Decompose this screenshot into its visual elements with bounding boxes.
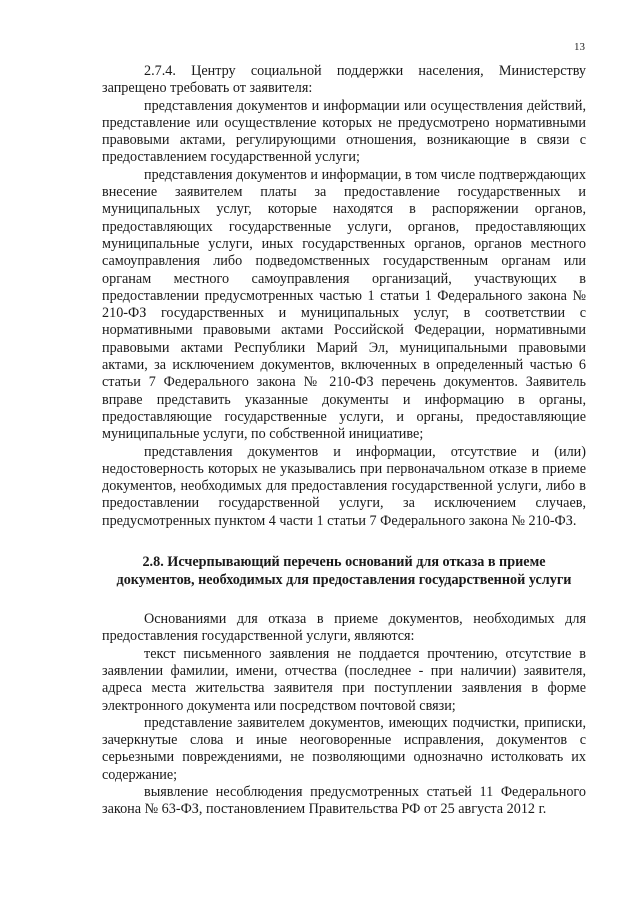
page-number: 13 xyxy=(574,41,585,53)
paragraph-2-7-4-intro: 2.7.4. Центру социальной поддержки населения, Министерству запрещено требовать от заявителя: xyxy=(102,63,586,97)
paragraph-ground-signature: выявление несоблюдения предусмотренных статьей 11 Федерального закона № 63-ФЗ, постановлением Правительства РФ от 25 августа 2012 г. xyxy=(102,783,586,818)
paragraph-grounds-intro: Основаниями для отказа в приеме документов, необходимых для предоставления государственной услуги, являются: xyxy=(102,611,586,645)
paragraph-ground-unreadable: текст письменного заявления не поддается прочтению, отсутствие в заявлении фамилии, имени, отчества (последнее - при наличии) заявителя, адреса места жительства заявителя при поступлении заявления в форме электронного документа или посредством почтовой связи; xyxy=(102,645,586,714)
paragraph-prohibition-actions: представления документов и информации или осуществления действий, представление или осуществление которых не предусмотрено нормативными правовыми актами, регулирующими отношения, возникающие в связи с предоставлением государственной услуги; xyxy=(102,97,586,166)
paragraph-prohibition-documents: представления документов и информации, в том числе подтверждающих внесение заявителем платы за предоставление государственных и муниципальных услуг, которые находятся в распоряжении органов, предоставляющих государственные услуги, органов, предоставляющих муниципальные услуги, иных государственных органов, органов местного самоуправления либо подведомственных государственным органам или органам местного самоуправления организаций, участвующих в предоставлении предусмотренных частью 1 статьи 1 Федерального закона № 210-ФЗ государственных и муниципальных услуг, в соответствии с нормативными правовыми актами Российской Федерации, нормативными правовыми актами Республики Марий Эл, муниципальными правовыми актами, за исключением документов, включенных в определенный частью 6 статьи 7 Федерального закона № 210-ФЗ перечень документов. Заявитель вправе представить указанные документы и информацию в органы, предоставляющие государственные услуги, и органы, предоставляющие муниципальные услуги, по собственной инициативе; xyxy=(102,166,586,443)
section-heading-2-8: 2.8. Исчерпывающий перечень оснований для отказа в приеме документов, необходимых для предоставления государственной услуги xyxy=(116,554,572,589)
paragraph-prohibition-missing-info: представления документов и информации, отсутствие и (или) недостоверность которых не указывались при первоначальном отказе в приеме документов, необходимых для предоставления государственной услуги, либо в предоставлении государственной услуги, за исключением случаев, предусмотренных пунктом 4 части 1 статьи 7 Федерального закона № 210-ФЗ. xyxy=(102,443,586,529)
document-body xyxy=(102,63,586,819)
paragraph-ground-corrections: представление заявителем документов, имеющих подчистки, приписки, зачеркнутые слова и иные неоговоренные исправления, документов с серьезными повреждениями, не позволяющими однозначно истолковать их содержание; xyxy=(102,714,586,783)
